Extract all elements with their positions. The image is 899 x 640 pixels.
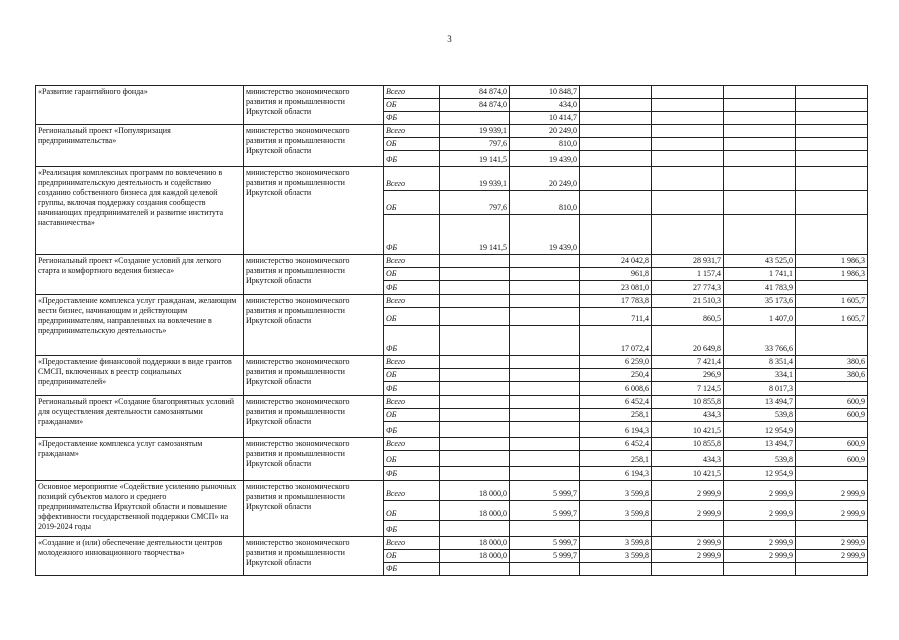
amount-cell xyxy=(796,112,868,125)
amount-cell: 3 599,8 xyxy=(580,501,652,521)
measure-name: Региональный проект «Создание благоприятных условий для осуществления деятельности самозанятыми гражданами» xyxy=(36,396,244,438)
amount-cell xyxy=(796,422,868,438)
amount-cell xyxy=(652,138,724,151)
measure-name: Региональный проект «Создание условий для легкого старта и комфортного ведения бизнеса» xyxy=(36,255,244,295)
amount-cell: 20 649,8 xyxy=(652,326,724,356)
table-row xyxy=(36,295,868,308)
amount-cell xyxy=(440,281,510,295)
amount-cell: 18 000,0 xyxy=(440,481,510,501)
amount-cell: 1 407,0 xyxy=(724,308,796,326)
amount-cell xyxy=(724,151,796,167)
amount-cell: 1 741,1 xyxy=(724,268,796,281)
amount-cell: 6 259,0 xyxy=(580,356,652,369)
executor-name: министерство экономического развития и промышленности Иркутской области xyxy=(244,537,384,576)
funding-source: Всего xyxy=(384,125,440,138)
amount-cell xyxy=(510,255,580,268)
amount-cell: 2 999,9 xyxy=(724,481,796,501)
amount-cell: 8 351,4 xyxy=(724,356,796,369)
amount-cell: 28 931,7 xyxy=(652,255,724,268)
amount-cell: 2 999,9 xyxy=(796,550,868,563)
amount-cell: 6 008,6 xyxy=(580,382,652,396)
executor-name: министерство экономического развития и промышленности Иркутской области xyxy=(244,396,384,438)
funding-source: Всего xyxy=(384,537,440,550)
executor-name: министерство экономического развития и промышленности Иркутской области xyxy=(244,167,384,255)
amount-cell xyxy=(724,521,796,537)
amount-cell xyxy=(440,382,510,396)
amount-cell: 10 855,8 xyxy=(652,438,724,451)
amount-cell xyxy=(724,99,796,112)
funding-source: ФБ xyxy=(384,112,440,125)
amount-cell xyxy=(580,99,652,112)
amount-cell xyxy=(652,86,724,99)
amount-cell: 5 999,7 xyxy=(510,481,580,501)
amount-cell: 35 173,6 xyxy=(724,295,796,308)
amount-cell xyxy=(652,125,724,138)
amount-cell xyxy=(440,326,510,356)
amount-cell xyxy=(652,215,724,255)
amount-cell xyxy=(796,215,868,255)
amount-cell xyxy=(510,369,580,382)
amount-cell xyxy=(724,138,796,151)
amount-cell xyxy=(796,521,868,537)
measure-name: Основное мероприятие «Содействие усилению рыночных позиций субъектов малого и среднего предпринимательства Иркутской области и повышение эффективности государственной поддержки СМСП» на 2019-2024 годы xyxy=(36,481,244,537)
table-row xyxy=(36,396,868,409)
amount-cell xyxy=(510,396,580,409)
amount-cell xyxy=(510,451,580,467)
funding-source: ОБ xyxy=(384,451,440,467)
amount-cell xyxy=(724,191,796,215)
amount-cell: 2 999,9 xyxy=(724,550,796,563)
amount-cell xyxy=(440,563,510,576)
amount-cell xyxy=(440,396,510,409)
amount-cell: 27 774,3 xyxy=(652,281,724,295)
amount-cell xyxy=(440,255,510,268)
amount-cell: 8 017,3 xyxy=(724,382,796,396)
amount-cell: 5 999,7 xyxy=(510,501,580,521)
funding-source: Всего xyxy=(384,255,440,268)
amount-cell xyxy=(440,356,510,369)
amount-cell: 2 999,9 xyxy=(796,481,868,501)
amount-cell: 1 986,3 xyxy=(796,268,868,281)
amount-cell xyxy=(580,138,652,151)
page-number: 3 xyxy=(447,34,452,44)
amount-cell: 539,8 xyxy=(724,409,796,422)
funding-source: ФБ xyxy=(384,326,440,356)
amount-cell: 21 510,3 xyxy=(652,295,724,308)
amount-cell xyxy=(796,467,868,481)
amount-cell: 84 874,0 xyxy=(440,99,510,112)
amount-cell: 600,9 xyxy=(796,396,868,409)
amount-cell: 12 954,9 xyxy=(724,422,796,438)
amount-cell xyxy=(440,438,510,451)
amount-cell xyxy=(724,167,796,191)
amount-cell: 10 855,8 xyxy=(652,396,724,409)
amount-cell xyxy=(724,215,796,255)
amount-cell: 380,6 xyxy=(796,369,868,382)
funding-source: ФБ xyxy=(384,467,440,481)
funding-source: Всего xyxy=(384,356,440,369)
amount-cell xyxy=(652,112,724,125)
amount-cell xyxy=(796,191,868,215)
amount-cell xyxy=(440,369,510,382)
amount-cell xyxy=(510,295,580,308)
amount-cell xyxy=(796,99,868,112)
funding-source: Всего xyxy=(384,86,440,99)
amount-cell xyxy=(440,308,510,326)
funding-source: ФБ xyxy=(384,151,440,167)
amount-cell: 797,6 xyxy=(440,138,510,151)
amount-cell: 10 848,7 xyxy=(510,86,580,99)
amount-cell: 1 986,3 xyxy=(796,255,868,268)
amount-cell: 810,0 xyxy=(510,191,580,215)
amount-cell: 5 999,7 xyxy=(510,550,580,563)
funding-source: ОБ xyxy=(384,501,440,521)
amount-cell xyxy=(510,438,580,451)
table-row xyxy=(36,481,868,501)
amount-cell xyxy=(510,326,580,356)
table-row xyxy=(36,125,868,138)
amount-cell: 6 194,3 xyxy=(580,467,652,481)
measure-name: «Предоставление комплекса услуг самозанятым гражданам» xyxy=(36,438,244,481)
amount-cell xyxy=(796,167,868,191)
amount-cell: 12 954,9 xyxy=(724,467,796,481)
amount-cell xyxy=(510,308,580,326)
measure-name: Региональный проект «Популяризация предпринимательства» xyxy=(36,125,244,167)
amount-cell: 250,4 xyxy=(580,369,652,382)
funding-source: Всего xyxy=(384,295,440,308)
amount-cell: 2 999,9 xyxy=(652,550,724,563)
amount-cell: 258,1 xyxy=(580,451,652,467)
funding-source: ФБ xyxy=(384,215,440,255)
amount-cell: 17 072,4 xyxy=(580,326,652,356)
amount-cell xyxy=(510,382,580,396)
amount-cell: 2 999,9 xyxy=(796,537,868,550)
table-row xyxy=(36,356,868,369)
amount-cell: 860,5 xyxy=(652,308,724,326)
amount-cell xyxy=(652,151,724,167)
amount-cell: 19 439,0 xyxy=(510,151,580,167)
amount-cell: 3 599,8 xyxy=(580,481,652,501)
table-row xyxy=(36,86,868,99)
amount-cell xyxy=(724,86,796,99)
amount-cell xyxy=(580,167,652,191)
measure-name: «Предоставление финансовой поддержки в виде грантов СМСП, включенных в реестр социальных предпринимателей» xyxy=(36,356,244,396)
amount-cell xyxy=(652,563,724,576)
funding-source: ОБ xyxy=(384,550,440,563)
amount-cell xyxy=(510,467,580,481)
amount-cell: 1 605,7 xyxy=(796,308,868,326)
amount-cell xyxy=(510,356,580,369)
amount-cell xyxy=(580,191,652,215)
funding-source: ФБ xyxy=(384,521,440,537)
amount-cell xyxy=(440,268,510,281)
amount-cell: 600,9 xyxy=(796,438,868,451)
amount-cell: 1 605,7 xyxy=(796,295,868,308)
amount-cell: 23 081,0 xyxy=(580,281,652,295)
amount-cell xyxy=(796,86,868,99)
amount-cell: 258,1 xyxy=(580,409,652,422)
funding-source: ОБ xyxy=(384,308,440,326)
amount-cell: 5 999,7 xyxy=(510,537,580,550)
amount-cell: 24 042,8 xyxy=(580,255,652,268)
amount-cell xyxy=(796,125,868,138)
funding-source: ОБ xyxy=(384,369,440,382)
table-row xyxy=(36,167,868,191)
amount-cell xyxy=(440,467,510,481)
amount-cell: 434,3 xyxy=(652,409,724,422)
table-row xyxy=(36,438,868,451)
amount-cell: 711,4 xyxy=(580,308,652,326)
amount-cell: 434,3 xyxy=(652,451,724,467)
amount-cell: 17 783,8 xyxy=(580,295,652,308)
amount-cell: 18 000,0 xyxy=(440,501,510,521)
amount-cell xyxy=(510,563,580,576)
amount-cell xyxy=(724,563,796,576)
amount-cell xyxy=(510,521,580,537)
amount-cell: 6 452,4 xyxy=(580,396,652,409)
amount-cell: 13 494,7 xyxy=(724,396,796,409)
amount-cell xyxy=(440,422,510,438)
funding-source: ОБ xyxy=(384,191,440,215)
amount-cell: 2 999,9 xyxy=(724,537,796,550)
amount-cell: 10 414,7 xyxy=(510,112,580,125)
amount-cell: 18 000,0 xyxy=(440,550,510,563)
amount-cell xyxy=(580,125,652,138)
amount-cell: 13 494,7 xyxy=(724,438,796,451)
amount-cell xyxy=(440,112,510,125)
amount-cell: 19 939,1 xyxy=(440,167,510,191)
amount-cell xyxy=(440,409,510,422)
amount-cell: 539,8 xyxy=(724,451,796,467)
amount-cell xyxy=(724,112,796,125)
amount-cell: 2 999,9 xyxy=(796,501,868,521)
funding-source: ОБ xyxy=(384,138,440,151)
amount-cell: 961,8 xyxy=(580,268,652,281)
amount-cell: 810,0 xyxy=(510,138,580,151)
amount-cell: 20 249,0 xyxy=(510,125,580,138)
amount-cell xyxy=(796,151,868,167)
amount-cell: 43 525,0 xyxy=(724,255,796,268)
funding-source: Всего xyxy=(384,481,440,501)
amount-cell xyxy=(440,521,510,537)
executor-name: министерство экономического развития и промышленности Иркутской области xyxy=(244,356,384,396)
funding-source: ОБ xyxy=(384,409,440,422)
table-row xyxy=(36,255,868,268)
amount-cell: 6 194,3 xyxy=(580,422,652,438)
amount-cell: 41 783,9 xyxy=(724,281,796,295)
amount-cell xyxy=(510,281,580,295)
amount-cell xyxy=(580,112,652,125)
amount-cell: 434,0 xyxy=(510,99,580,112)
measure-name: «Развитие гарантийного фонда» xyxy=(36,86,244,125)
executor-name: министерство экономического развития и промышленности Иркутской области xyxy=(244,481,384,537)
amount-cell xyxy=(652,99,724,112)
measure-name: «Реализация комплексных программ по вовлечению в предпринимательскую деятельность и содействию созданию собственного бизнеса для каждой целевой группы, включая поддержку создания сообществ начинающих предпринимателей и развитие института наставничества» xyxy=(36,167,244,255)
amount-cell xyxy=(440,295,510,308)
amount-cell xyxy=(724,125,796,138)
amount-cell: 10 421,5 xyxy=(652,467,724,481)
amount-cell: 19 141,5 xyxy=(440,151,510,167)
amount-cell xyxy=(580,86,652,99)
amount-cell: 2 999,9 xyxy=(652,481,724,501)
executor-name: министерство экономического развития и промышленности Иркутской области xyxy=(244,295,384,356)
amount-cell xyxy=(796,563,868,576)
measure-name: «Предоставление комплекса услуг гражданам, желающим вести бизнес, начинающим и действующим предпринимателям, направленных на вовлечение в предпринимательскую деятельность» xyxy=(36,295,244,356)
amount-cell: 2 999,9 xyxy=(652,501,724,521)
amount-cell: 7 124,5 xyxy=(652,382,724,396)
amount-cell: 797,6 xyxy=(440,191,510,215)
funding-source: Всего xyxy=(384,396,440,409)
executor-name: министерство экономического развития и промышленности Иркутской области xyxy=(244,125,384,167)
amount-cell: 1 157,4 xyxy=(652,268,724,281)
amount-cell: 600,9 xyxy=(796,409,868,422)
amount-cell: 6 452,4 xyxy=(580,438,652,451)
amount-cell xyxy=(510,422,580,438)
amount-cell xyxy=(580,563,652,576)
funding-source: ОБ xyxy=(384,268,440,281)
amount-cell xyxy=(796,382,868,396)
funding-source: ФБ xyxy=(384,281,440,295)
amount-cell xyxy=(440,451,510,467)
amount-cell: 19 939,1 xyxy=(440,125,510,138)
executor-name: министерство экономического развития и промышленности Иркутской области xyxy=(244,438,384,481)
amount-cell: 2 999,9 xyxy=(724,501,796,521)
amount-cell: 10 421,5 xyxy=(652,422,724,438)
table-row xyxy=(36,537,868,550)
amount-cell: 600,9 xyxy=(796,451,868,467)
amount-cell: 3 599,8 xyxy=(580,550,652,563)
amount-cell xyxy=(580,521,652,537)
funding-source: Всего xyxy=(384,167,440,191)
amount-cell: 334,1 xyxy=(724,369,796,382)
executor-name: министерство экономического развития и промышленности Иркутской области xyxy=(244,255,384,295)
amount-cell: 3 599,8 xyxy=(580,537,652,550)
amount-cell xyxy=(652,167,724,191)
amount-cell: 19 141,5 xyxy=(440,215,510,255)
amount-cell xyxy=(580,215,652,255)
amount-cell xyxy=(510,268,580,281)
budget-table xyxy=(35,85,868,576)
funding-source: ФБ xyxy=(384,563,440,576)
measure-name: «Создание и (или) обеспечение деятельности центров молодежного инновационного творчества» xyxy=(36,537,244,576)
amount-cell xyxy=(652,191,724,215)
amount-cell xyxy=(796,326,868,356)
executor-name: министерство экономического развития и промышленности Иркутской области xyxy=(244,86,384,125)
amount-cell xyxy=(510,409,580,422)
funding-source: ФБ xyxy=(384,382,440,396)
amount-cell: 296,9 xyxy=(652,369,724,382)
amount-cell xyxy=(580,151,652,167)
funding-source: ОБ xyxy=(384,99,440,112)
amount-cell: 84 874,0 xyxy=(440,86,510,99)
amount-cell: 18 000,0 xyxy=(440,537,510,550)
amount-cell: 7 421,4 xyxy=(652,356,724,369)
amount-cell: 19 439,0 xyxy=(510,215,580,255)
amount-cell xyxy=(796,138,868,151)
amount-cell xyxy=(652,521,724,537)
amount-cell: 380,6 xyxy=(796,356,868,369)
funding-source: Всего xyxy=(384,438,440,451)
amount-cell: 33 766,6 xyxy=(724,326,796,356)
amount-cell xyxy=(796,281,868,295)
funding-source: ФБ xyxy=(384,422,440,438)
amount-cell: 20 249,0 xyxy=(510,167,580,191)
amount-cell: 2 999,9 xyxy=(652,537,724,550)
